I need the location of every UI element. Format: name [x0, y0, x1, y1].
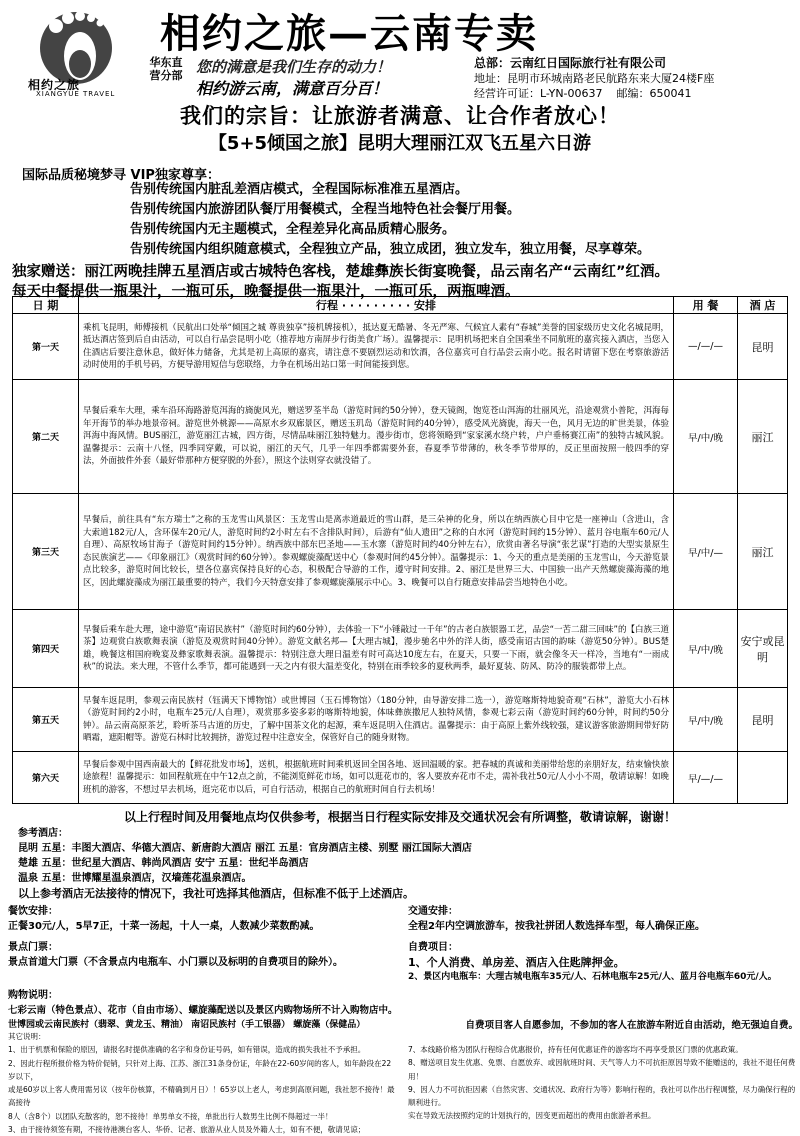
day-description: 乘机飞昆明，师傅接机（民航出口处举“倾国之城 尊贵独享”接机牌接机），抵达夏无酷暑、冬无严寒、气候宜人素有“春城”美誉的国家级历史文化名城昆明，抵达酒店签到后自由活动，可以自行品尝昆明小吃（推荐地方南屏步行街美食广场）。温馨提示：昆明机场把来自全国乘坐不同航班的嘉宾接入酒店，当您入住酒店后要注意休息，做好体力储备，尤其是初上高原的嘉宾，请注意不要剧烈运动和饮酒，各位嘉宾可自行品尝云南小吃。报名时请留下您在考察旅游活动时使用的手机号码，方便导游用短信与您联络，力争在机场出站口第一时间能接到您。: [79, 314, 674, 380]
itinerary-row: [13, 688, 788, 752]
selfpay-item: 2、景区内电瓶车：大理古城电瓶车35元/人、石林电瓶车25元/人、蓝月谷电瓶车60元/人。: [408, 972, 777, 982]
hotels-title: 参考酒店：: [18, 828, 68, 839]
day-hotel: 昆明: [738, 314, 788, 380]
day-label: 第六天: [13, 752, 79, 804]
day-hotel: 安宁或昆明: [738, 610, 788, 688]
day-description: 早餐后，前往具有“东方瑞士”之称的玉龙雪山风景区：玉龙雪山是离赤道最近的雪山群，是三朵神的化身，所以在纳西族心目中它是一座神山（含进山，含大索道182元/人，含环保车20元/人，游览时间约2小时左右不含排队时间），后游有“仙人遗田”之称的白水河（游览时间约15分钟）、蓝月谷电瓶车60元/人自理）、高原牧场甘海子（游览时间约15分钟）。纳西族中部东巴圣地——玉水寨（游览时间约40分钟左右），欣赏由著名导演“张艺谋”打造的大型实景原生态民族演艺——《印象丽江》（观赏时间约60分钟）。参观螺旋藻配送中心（参观时间约45分钟）。温馨提示：1、今天的重点是美丽的玉龙雪山，今天游览景点比较多，游览时间比较长，望各位嘉宾保持良好的心态，积极配合导游的工作，遵守时间安排。2、丽江是世界三大、中国独一出产天然螺旋藻海藻的地区，因此螺旋藻成为丽江最重要的特产，我们今天特意安排了参观螺旋藻展示中心。3、晚餐可以自行随意安排品尝当地特色小吃。: [79, 494, 674, 610]
hq-postcode: 邮编：650041: [616, 87, 692, 100]
day-meal: 早/中/—: [674, 494, 738, 610]
shopping-section: [8, 988, 798, 1033]
other-item: 9、因人力不可抗拒因素（自然灾害、交通状况、政府行为等）影响行程的，我社可以作出行程调整，尽力确保行程的顺利进行。: [408, 1084, 796, 1108]
other-title: 其它说明：: [8, 1032, 46, 1041]
itinerary-row: [13, 314, 788, 380]
hotels-row: 昆明 五星：丰图大酒店、华德大酒店、新唐韵大酒店 丽江 五星：官房酒店主楼、别墅 丽江国际大酒店: [18, 843, 472, 854]
shopping-title: 购物说明：: [8, 990, 58, 1001]
day-hotel: 丽江: [738, 380, 788, 494]
logo-text: 相约之旅: [28, 78, 81, 92]
hq-company: 云南红日国际旅行社有限公司: [510, 56, 667, 70]
vip-item: 告别传统国内旅游团队餐厅用餐模式，全程当地特色社会餐厅用餐。: [130, 202, 521, 217]
day-meal: 早/—/—: [674, 752, 738, 804]
day-meal: 早/中/晚: [674, 688, 738, 752]
hotels-row: 楚雄 五星：世纪星大酒店、韩尚风酒店 安宁 五星：世纪半岛酒店: [18, 858, 309, 869]
day-meal: 早/中/晚: [674, 610, 738, 688]
day-description: 早餐后乘车大理，乘车沿环海路游览洱海的旖旎风光，赠送罗荃半岛（游览时间约50分钟），登天镜阁，饱览苍山洱海的壮丽风光，沿途观赏小普陀，洱海每年开海节的举办地景帝祠。游览世外桃源——高原水乡双廊景区，赠送玉玑岛（游览时间约40分钟），感受风光旖旎，海天一色，风月无边的旷世美景，体验洱海中海风情。BUS丽江，游览丽江古城，四方街，尽情品味丽江独特魅力。漫步街市，您将领略到“家家溪水绕户转，户户垂杨赛江南”的独特古城风貌。温馨提示：云南十八怪，四季同穿戴，可以说，丽江的天气，几乎一年四季都需要外套，春夏季节带薄的，秋冬季节带厚的，反正里面按照一般四季的穿法，外面披件外套（最好带那种方便穿脱的外套），照这个法则穿衣就没错了。: [79, 380, 674, 494]
tickets-title: 景点门票：: [8, 942, 58, 953]
day-label: 第一天: [13, 314, 79, 380]
hotels-section: [18, 826, 788, 901]
header: [0, 0, 800, 102]
tickets-section: [8, 940, 398, 970]
header-date: 日 期: [13, 297, 79, 314]
day-label: 第三天: [13, 494, 79, 610]
day-description: 早餐车返昆明，参观云南民族村（钰满天下博物馆）或世博园（玉石博物馆）（180分钟，由导游安排二选一），游览喀斯特地貌奇观“石林”，游览大小石林（游览时间约2小时，电瓶车25元/人自理），观赏那多姿多彩的喀斯特地貌，体味彝族撒尼人独特风情，参观七彩云南（游览时间约60分钟，时间约50分钟）。品云南高原茶艺，聆听茶马古道的历史，了解中国茶文化的起源，乘车返昆明入住酒店。温馨提示：由于高原上紫外线较强，建议游客旅游期间带好防晒霜，遮阳帽等。游览石林时比较拥挤，游览过程中注意安全，保管好自己的随身财物。: [79, 688, 674, 752]
selfpay-note: 自费项目客人自愿参加，不参加的客人在旅游车附近自由活动，绝无强迫自费。: [465, 1020, 798, 1031]
other-item: 1、出于机票和保险的原因，请报名时提供准确的名字和身份证号码，如有错误，造成的损失我社不予承担。: [8, 1045, 366, 1055]
day-description: 早餐后乘车赴大理，途中游览“南诏民族村”（游览时间约60分钟），去体验一下“小锤敲过一千年”的古老白族银器工艺，品尝“一苦二甜三回味”的【白族三道茶】边观赏白族歌舞表演（游览及观赏时间40分钟）。游览文献名邦—【大理古城】，漫步驰名中外的洋人街，感受南诏古国的韵味（游览50分钟）。BUS楚雄，晚餐这相国府晚宴及彝家歌舞表演。温馨提示：特别注意大理日温差有时可高达10度左右，在夏天，只要一下雨，就会像冬天一样冷，当地有“一雨成秋”的说法。来大理，不管什么季节，都可能遇到一天之内有很大温差变化，特别在雨季较多的夏秋两季，最好夏装、防风、防冷的服装都带上点。: [79, 610, 674, 688]
other-item: 8人（含8个）以团队充散客的，恕不接待！单男单女不接，单批出行人数男生比例不得超过一半！: [8, 1111, 333, 1121]
day-label: 第五天: [13, 688, 79, 752]
itinerary-table: [12, 296, 788, 804]
slogan-primary: 您的满意是我们生存的动力！: [196, 58, 392, 76]
itinerary-row: [13, 610, 788, 688]
transport-text: 全程2年内空调旅游车，按我社拼团人数选择车型，每人确保正座。: [408, 921, 705, 932]
day-label: 第四天: [13, 610, 79, 688]
meals-text: 正餐30元/人，5早7正，十菜一汤起，十人一桌，人数减少菜数酌减。: [8, 921, 320, 932]
meals-section: [8, 904, 398, 934]
other-item: 实在导致无法按照约定的计划执行的，因变更而超出的费用由旅游者承担。: [408, 1111, 656, 1121]
day-hotel: 昆明: [738, 688, 788, 752]
transport-section: [408, 904, 796, 934]
header-hotel: 酒 店: [738, 297, 788, 314]
day-hotel: 丽江: [738, 494, 788, 610]
itinerary-header-row: [13, 297, 788, 314]
other-notes-right: [408, 1043, 798, 1123]
day-description: 早餐后参观中国西南最大的【鲜花批发市场】，送机，根据航班时间乘机返回全国各地、返回温暖的家。把春城的真诚和美丽带给您的亲朋好友，结束愉快旅途旅程！温馨提示：如回程航班在中午12点之前，不能浏览鲜花市场，如可以逛花市的，客人要放弃花市不走，需补我社50元/人小小不周，敬请谅解！如晚班机的游客，不想过早去机场，逛完花市以后，可自行活动，根据自己的航班时间自行去机场！: [79, 752, 674, 804]
brand-title: 相约之旅—云南专卖: [160, 10, 538, 57]
hq-address: 地址：昆明市环城南路老民航路东来大厦24楼F座: [474, 72, 715, 85]
gift-line: 每天中餐提供一瓶果汁，一瓶可乐，晚餐提供一瓶果汁，一瓶可乐，两瓶啤酒。: [12, 284, 520, 300]
selfpay-section: [408, 940, 798, 985]
day-label: 第二天: [13, 380, 79, 494]
selfpay-title: 自费项目：: [408, 942, 458, 953]
other-item: 7、本线路价格为团队行程综合优惠报价，持有任何优惠证件的游客均不再享受景区门票的优惠政策。: [408, 1045, 743, 1054]
slogan-secondary: 相约游云南，满意百分百！: [196, 79, 389, 98]
transport-title: 交通安排：: [408, 906, 458, 917]
vip-title: 国际品质秘境梦寻 VIP独家尊享：: [22, 168, 220, 183]
vip-list: [130, 180, 650, 260]
day-meal: —/—/—: [674, 314, 738, 380]
hotels-row: 温泉 五星：世博耀星温泉酒店，汉墙莲花温泉酒店。: [18, 873, 252, 884]
selfpay-item: 1、个人消费、单房差、酒店入住匙牌押金。: [408, 956, 625, 969]
hotels-note: 以上参考酒店无法接待的情况下，我社可选择其他酒店，但标准不低于上述酒店。: [18, 887, 414, 900]
header-meal: 用 餐: [674, 297, 738, 314]
meals-title: 餐饮安排：: [8, 906, 58, 917]
hq-license: 经营许可证：L-YN-00637: [474, 87, 603, 100]
shopping-line: 七彩云南（特色景点）、花市（自由市场）、螺旋藻配送以及景区内购物场所不计入购物店中。: [8, 1005, 398, 1016]
branch-stamp: 华东直营分部: [149, 56, 183, 82]
gift-line: 独家赠送：丽江两晚挂牌五星酒店或古城特色客栈，楚雄彝族长街宴晚餐，品云南名产“云南红”红酒。: [12, 264, 670, 280]
other-item: 2、因此行程所报价格为特价促销，只针对上海、江苏、浙江31条身份证，年龄在22-60岁间的客人，如年龄段在22岁以下，: [8, 1058, 392, 1081]
itinerary-row: [13, 494, 788, 610]
other-item: 8、赠送项目发生优惠、免票、自愿放弃、或因航班时间、天气等人力不可抗拒原因导致不能赠送的，我社不退任何费用！: [408, 1058, 796, 1081]
day-meal: 早/中/晚: [674, 380, 738, 494]
day-hotel: [738, 752, 788, 804]
headquarters-info: [474, 56, 794, 101]
other-item: 或是60岁以上客人费用需另议（按年份核算，不精确到月日）！65岁以上老人，考虑到高原问题，我社恕不接待！最高接待: [8, 1085, 395, 1108]
header-plan: 行程 · · · · · · · · · 安排: [79, 297, 674, 314]
vip-item: 告别传统国内组织随意模式，全程独立产品，独立成团，独立发车，独立用餐，尽享尊荣。: [130, 242, 651, 257]
itinerary-row: [13, 752, 788, 804]
schedule-note: 以上行程时间及用餐地点均仅供参考，根据当日行程实际安排及交通状况会有所调整，敬请谅解，谢谢！: [123, 810, 676, 824]
itinerary-row: [13, 380, 788, 494]
other-item: 3、由于接待须签有期，不接待港澳台客人、华侨、记者、旅游从业人员及外籍人士，如有不便，敬请见谅；: [8, 1125, 366, 1135]
vip-item: 告别传统国内无主题模式，全程差异化高品质精心服务。: [130, 222, 456, 237]
tickets-text: 景点首道大门票（不含景点内电瓶车、小门票以及标明的自费项目的除外）。: [8, 957, 343, 968]
tour-title: 【5+5倾国之旅】昆明大理丽江双飞五星六日游: [208, 133, 592, 154]
logo-subtitle: XIANGYUE TRAVEL: [36, 90, 116, 98]
other-notes-left: [8, 1030, 398, 1136]
hq-label: 总部：: [474, 56, 511, 70]
shopping-line: 世博园或云南民族村（翡翠、黄龙玉、精油） 南诏民族村（手工银器） 螺旋藻（保健品）: [8, 1020, 366, 1030]
vip-item: 告别传统国内脏乱差酒店模式，全程国际标准准五星酒店。: [130, 182, 469, 197]
company-motto: 我们的宗旨：让旅游者满意、让合作者放心！: [180, 104, 620, 128]
